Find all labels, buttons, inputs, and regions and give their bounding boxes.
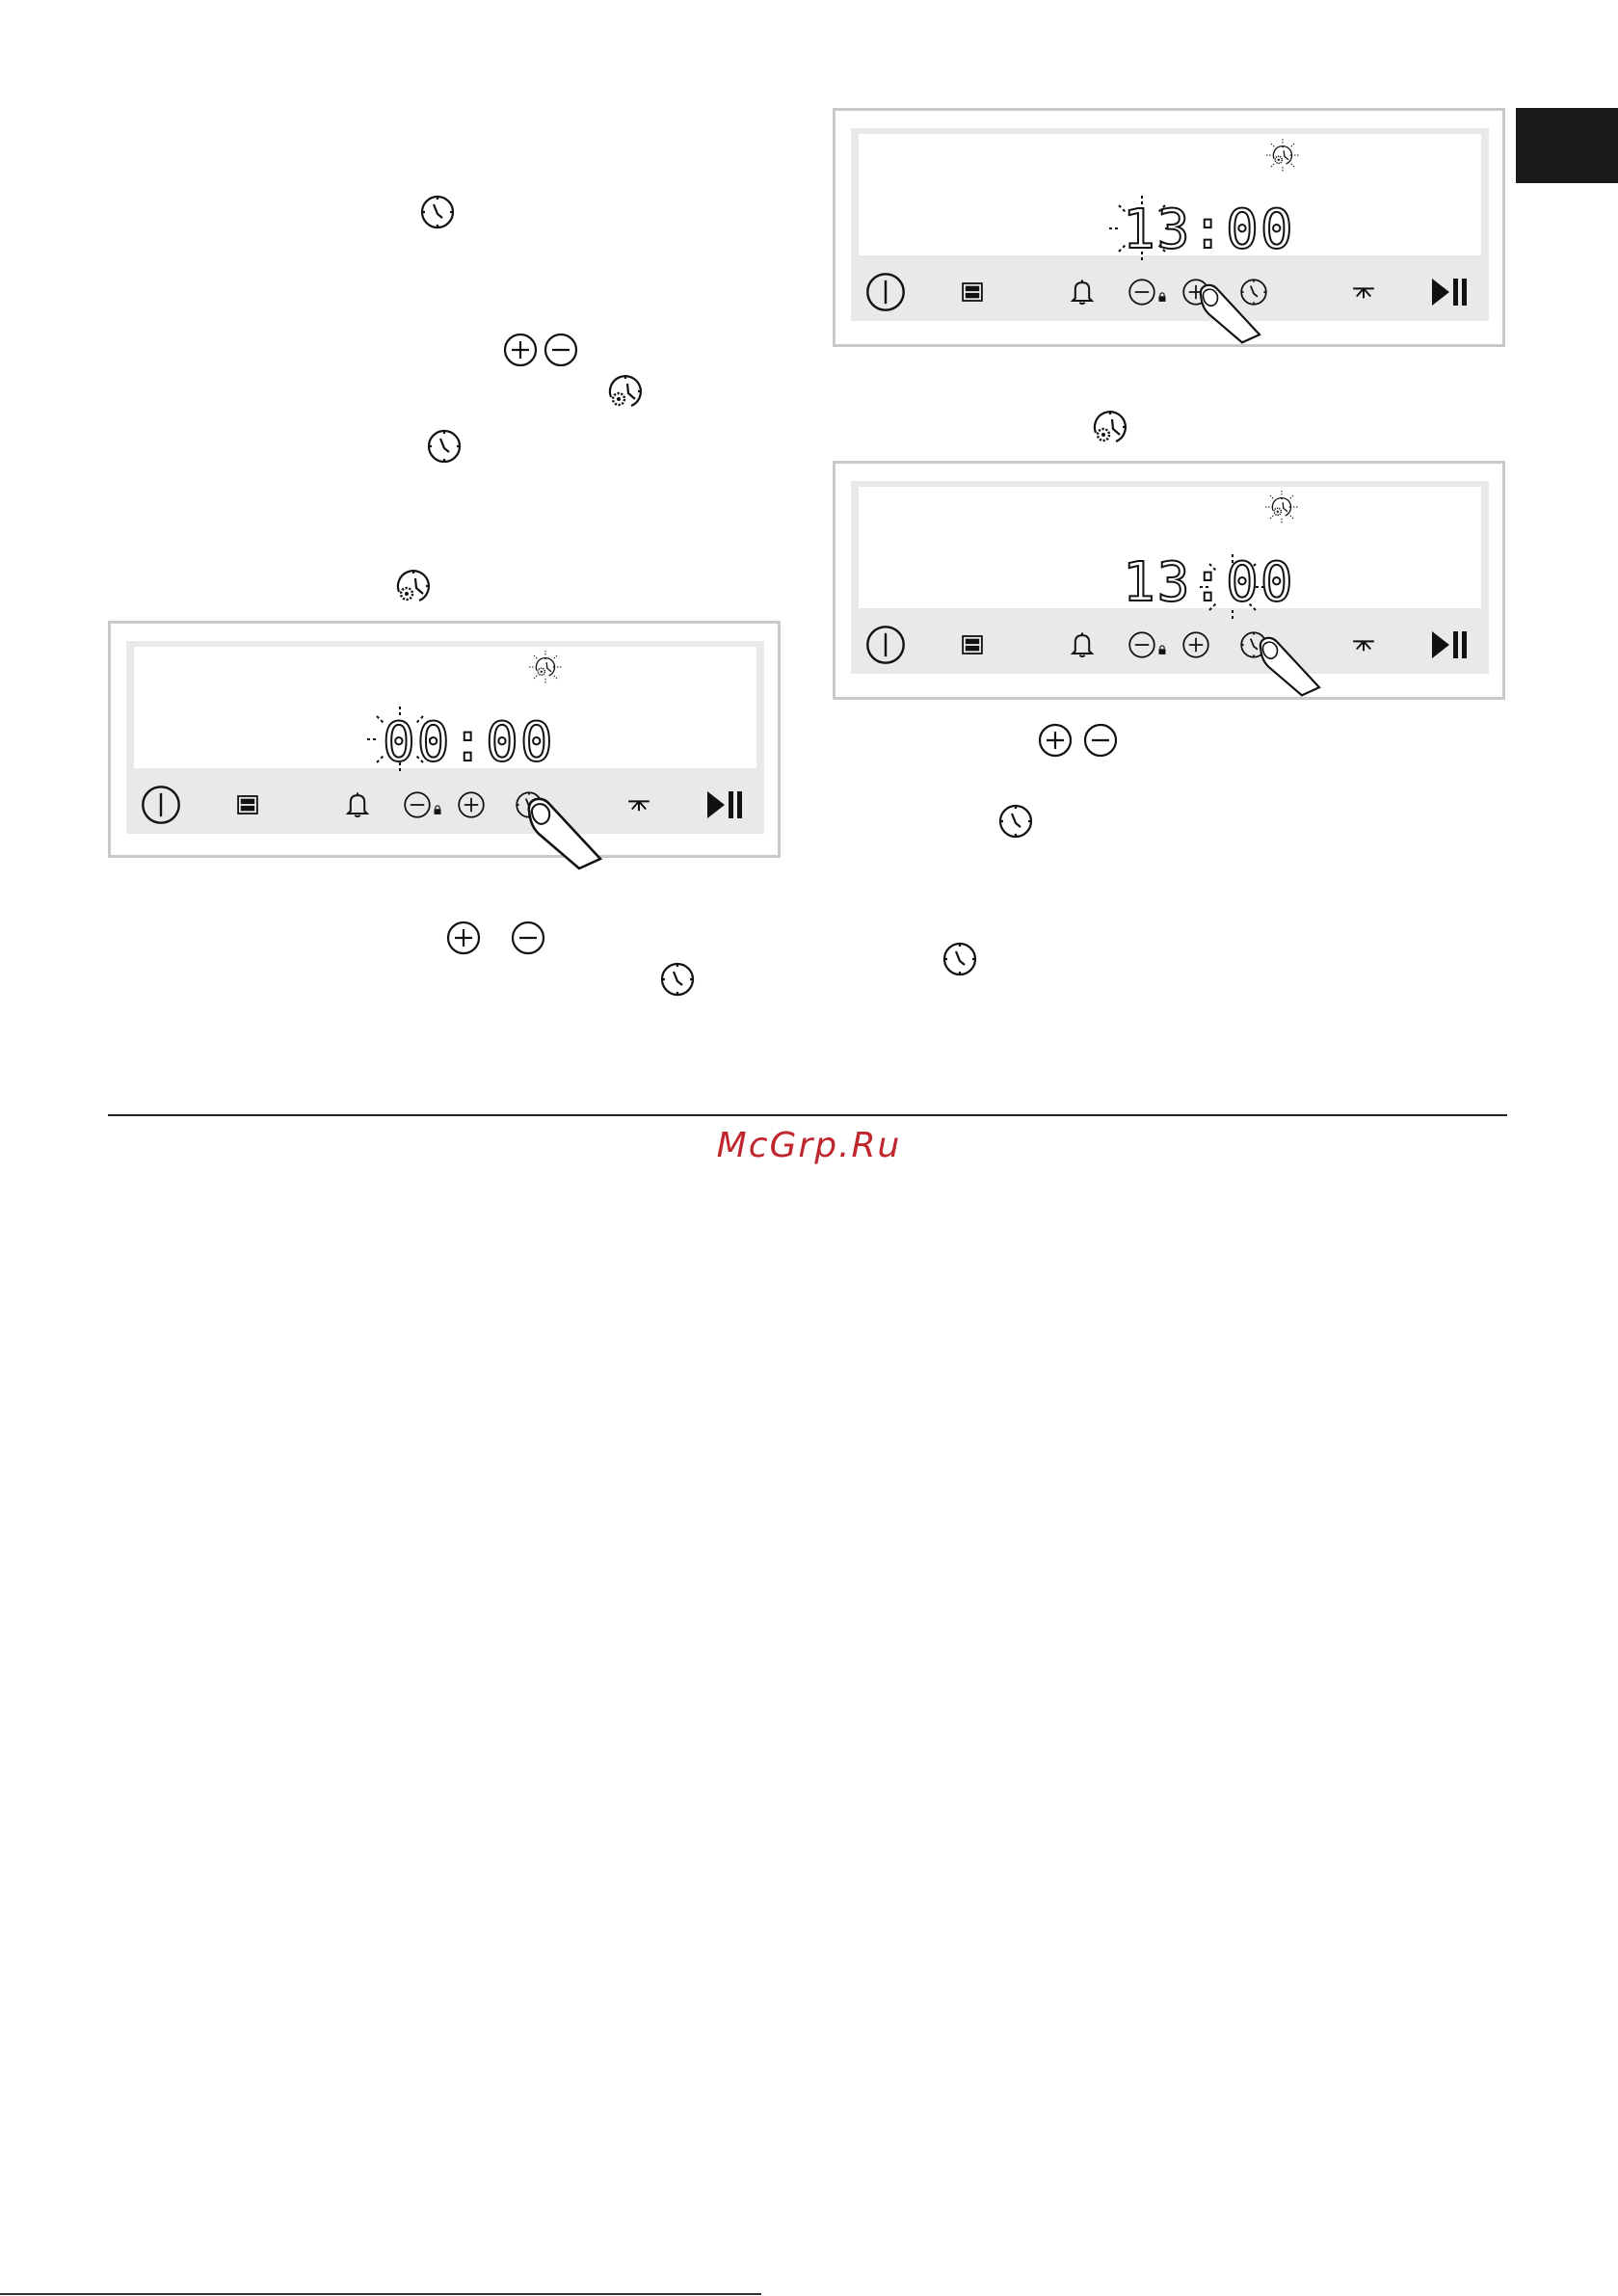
power-icon[interactable] — [864, 624, 907, 666]
oven-mode-icon[interactable] — [955, 627, 990, 662]
control-panel-b — [833, 108, 1505, 347]
clock-icon — [941, 940, 979, 978]
plus-icon — [444, 919, 483, 957]
language-tab — [1516, 108, 1618, 183]
clock-icon — [425, 427, 464, 466]
clock-gear-icon — [1270, 495, 1293, 519]
minus-icon — [542, 331, 580, 369]
lock-icon — [1155, 290, 1169, 304]
finger-pointer — [1184, 280, 1281, 344]
bell-icon[interactable] — [1065, 275, 1100, 309]
clock-gear-icon — [1091, 408, 1129, 446]
light-icon[interactable] — [1346, 627, 1381, 662]
minus-icon[interactable] — [402, 789, 433, 820]
footer-brand: McGrp.Ru — [716, 1126, 902, 1165]
play-pause-icon[interactable] — [1431, 626, 1470, 664]
display-time: 00:00 — [383, 711, 555, 774]
clock-gear-icon — [534, 655, 557, 679]
lock-icon — [1155, 643, 1169, 656]
lock-icon — [431, 803, 444, 816]
display-time: 13:00 — [1123, 551, 1295, 614]
plus-icon — [1036, 721, 1074, 760]
clock-gear-icon — [394, 567, 433, 605]
minus-icon[interactable] — [1127, 277, 1157, 307]
plus-icon[interactable] — [1180, 629, 1211, 660]
bell-icon[interactable] — [1065, 627, 1100, 662]
play-pause-icon[interactable] — [1431, 273, 1470, 311]
light-icon[interactable] — [622, 788, 656, 822]
clock-icon — [418, 193, 457, 231]
clock-gear-icon — [606, 372, 645, 411]
control-panel-c — [833, 461, 1505, 700]
play-pause-icon[interactable] — [706, 786, 745, 824]
clock-icon — [658, 960, 697, 999]
bottom-edge-line — [0, 2293, 761, 2295]
minus-icon — [509, 919, 547, 957]
plus-icon — [501, 331, 540, 369]
control-panel-a — [108, 621, 781, 858]
finger-pointer — [1244, 633, 1340, 697]
light-icon[interactable] — [1346, 275, 1381, 309]
plus-icon[interactable] — [456, 789, 487, 820]
power-icon[interactable] — [140, 784, 182, 826]
oven-mode-icon[interactable] — [955, 275, 990, 309]
clock-gear-icon — [1271, 144, 1294, 167]
finger-pointer — [519, 793, 616, 870]
power-icon[interactable] — [864, 271, 907, 313]
minus-icon — [1081, 721, 1120, 760]
footer-rule — [108, 1114, 1507, 1116]
clock-icon — [996, 802, 1035, 841]
bell-icon[interactable] — [340, 788, 375, 822]
minus-icon[interactable] — [1127, 629, 1157, 660]
oven-mode-icon[interactable] — [230, 788, 265, 822]
display-time: 13:00 — [1123, 199, 1295, 261]
